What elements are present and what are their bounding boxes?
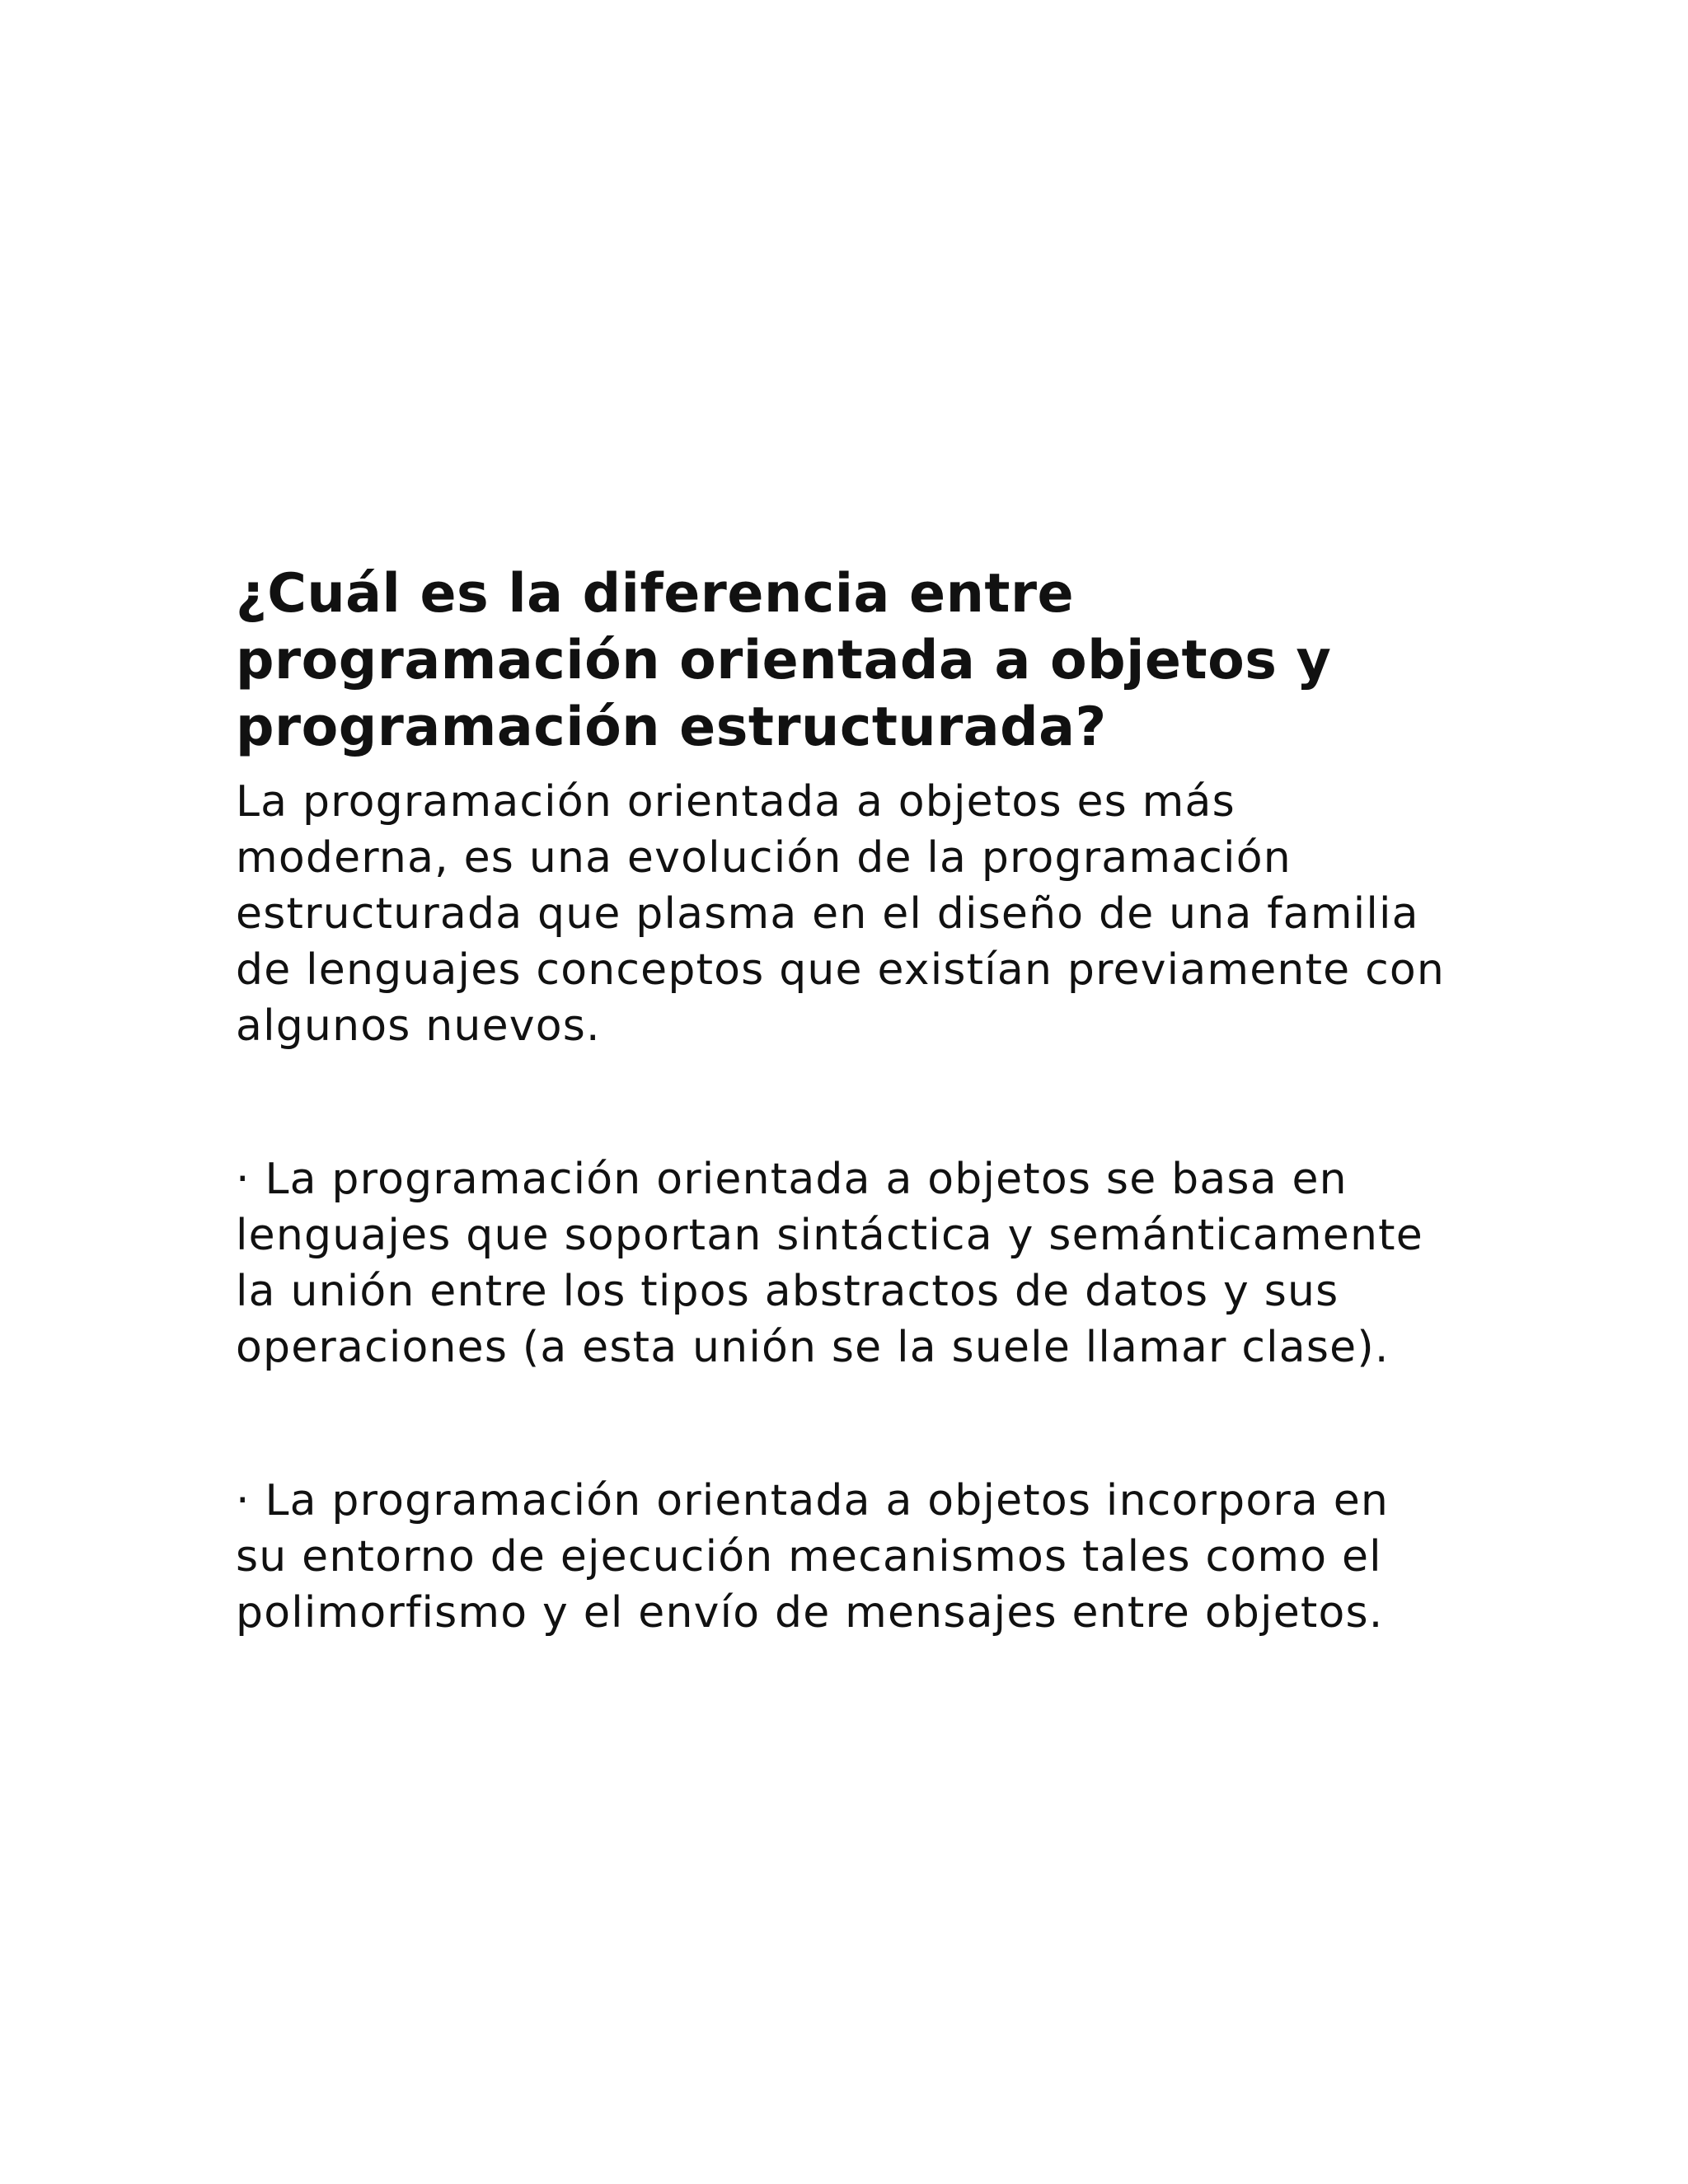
- document-content: [236, 560, 1447, 1641]
- intro-paragraph: La programación orientada a objetos es más moderna, es una evolución de la programación estructurada que plasma en el diseño de una familia de lenguajes conceptos que existían previamente con algunos nuevos.: [236, 777, 1446, 1051]
- bullet-paragraph-polymorphism: · La programación orientada a objetos incorpora en su entorno de ejecución mecanismos tales como el polimorfismo y el envío de mensajes entre objetos.: [236, 1476, 1390, 1638]
- document-title: ¿Cuál es la diferencia entre programación orientada a objetos y programación estructurada?: [236, 563, 1332, 758]
- bullet-paragraph-classes: · La programación orientada a objetos se basa en lenguajes que soportan sintáctica y semánticamente la unión entre los tipos abstractos de datos y sus operaciones (a esta unión se la suele llamar clase).: [236, 1155, 1423, 1372]
